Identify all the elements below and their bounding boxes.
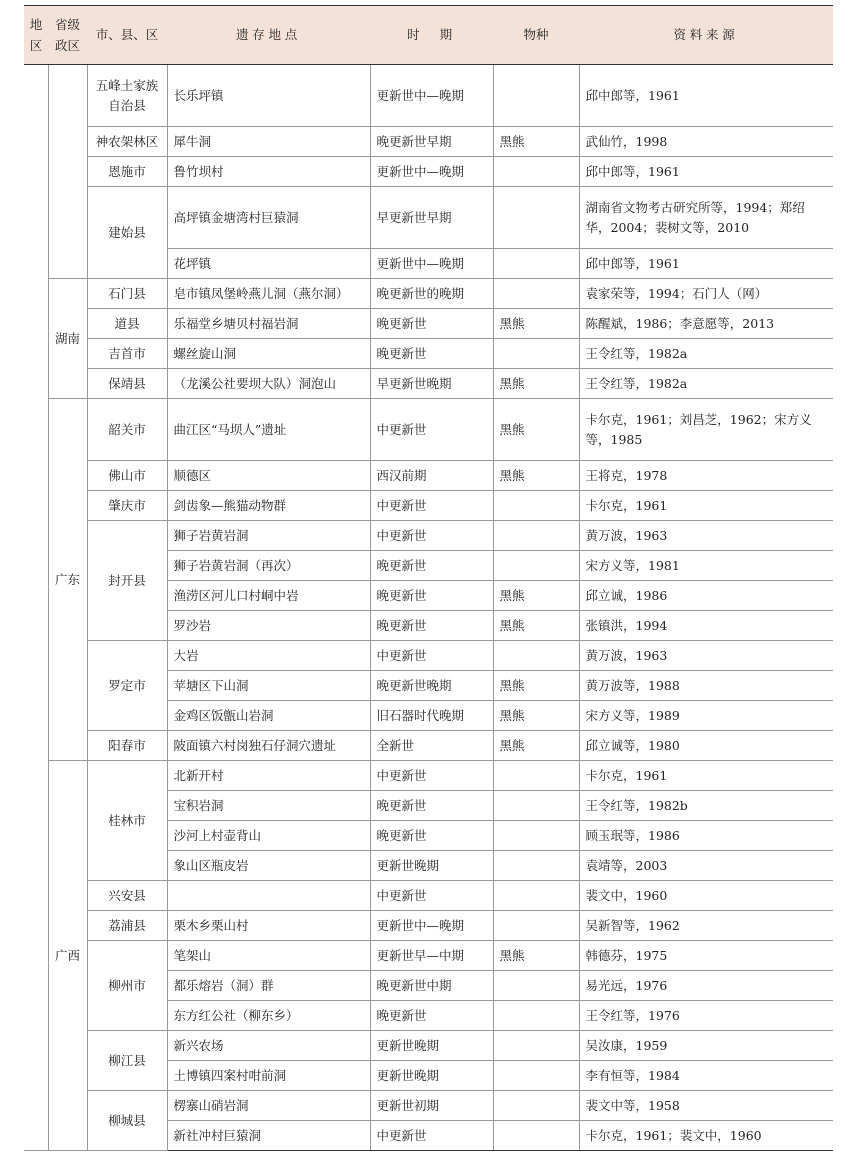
species-cell xyxy=(493,791,579,821)
species-cell xyxy=(493,65,579,127)
county-name: 柳江县 xyxy=(108,1052,146,1068)
site-cell: 剑齿象—熊猫动物群 xyxy=(167,491,370,521)
species-cell: 黑熊 xyxy=(493,701,579,731)
site-cell: 东方红公社（柳东乡） xyxy=(167,1001,370,1031)
table-row xyxy=(24,187,833,249)
site-cell: 花坪镇 xyxy=(167,249,370,279)
source-cell: 王令红等，1982b xyxy=(579,791,833,821)
province-name: 湖南 xyxy=(54,330,80,346)
species-cell: 黑熊 xyxy=(493,309,579,339)
source-cell: 卡尔克，1961；裴文中，1960 xyxy=(579,1121,833,1151)
site-cell: 土博镇四案村咁前洞 xyxy=(167,1061,370,1091)
species-cell xyxy=(493,521,579,551)
table-row xyxy=(24,1091,833,1121)
source-cell: 湖南省文物考古研究所等，1994；郑绍华，2004；裴树文等，2010 xyxy=(579,187,833,249)
period-cell: 更新世中—晚期 xyxy=(370,249,493,279)
county-cell xyxy=(87,881,167,911)
source-cell: 裴文中，1960 xyxy=(579,881,833,911)
period-cell: 全新世 xyxy=(370,731,493,761)
county-name: 吉首市 xyxy=(108,345,146,361)
species-cell xyxy=(493,881,579,911)
county-name: 封开县 xyxy=(108,572,146,588)
province-cell xyxy=(48,65,87,279)
province-cell xyxy=(48,279,87,399)
site-cell: 长乐坪镇 xyxy=(167,65,370,127)
county-name: 建始县 xyxy=(108,224,146,240)
table-row xyxy=(24,157,833,187)
source-cell: 顾玉珉等，1986 xyxy=(579,821,833,851)
table-row xyxy=(24,521,833,551)
period-cell: 晚更新世 xyxy=(370,821,493,851)
table-row xyxy=(24,399,833,461)
period-cell: 西汉前期 xyxy=(370,461,493,491)
site-cell: 都乐熔岩（洞）群 xyxy=(167,971,370,1001)
county-cell xyxy=(87,187,167,279)
county-name: 恩施市 xyxy=(108,163,146,179)
table-row xyxy=(24,309,833,339)
site-cell: 狮子岩黄岩洞（再次） xyxy=(167,551,370,581)
table-row xyxy=(24,461,833,491)
table-row xyxy=(24,491,833,521)
period-cell: 中更新世 xyxy=(370,521,493,551)
source-cell: 王令红等，1976 xyxy=(579,1001,833,1031)
source-cell: 李有恒等，1984 xyxy=(579,1061,833,1091)
header-species: 物种 xyxy=(493,6,579,65)
period-cell: 更新世早—中期 xyxy=(370,941,493,971)
site-cell: 皂市镇凤堡岭燕儿洞（燕尔洞） xyxy=(167,279,370,309)
fossil-sites-table xyxy=(24,5,833,1151)
source-cell: 卡尔克，1961 xyxy=(579,491,833,521)
header-source: 资料来源 xyxy=(579,6,833,65)
table-row xyxy=(24,369,833,399)
county-cell xyxy=(87,761,167,881)
species-cell: 黑熊 xyxy=(493,369,579,399)
county-cell xyxy=(87,521,167,641)
site-cell: 新社冲村巨猿洞 xyxy=(167,1121,370,1151)
period-cell: 更新世晚期 xyxy=(370,1061,493,1091)
county-cell xyxy=(87,1091,167,1151)
period-cell: 旧石器时代晚期 xyxy=(370,701,493,731)
species-cell xyxy=(493,551,579,581)
site-cell: 曲江区“马坝人”遗址 xyxy=(167,399,370,461)
species-cell: 黑熊 xyxy=(493,127,579,157)
species-cell xyxy=(493,971,579,1001)
species-cell xyxy=(493,1031,579,1061)
table-body xyxy=(24,65,833,1151)
site-cell: 宝积岩洞 xyxy=(167,791,370,821)
site-cell: 渔涝区河儿口村峒中岩 xyxy=(167,581,370,611)
county-cell xyxy=(87,731,167,761)
site-cell: 象山区瓶皮岩 xyxy=(167,851,370,881)
county-name: 荔浦县 xyxy=(108,917,146,933)
species-cell: 黑熊 xyxy=(493,461,579,491)
county-name: 阳春市 xyxy=(108,737,146,753)
period-cell: 更新世中—晚期 xyxy=(370,157,493,187)
source-cell: 邱中郎等，1961 xyxy=(579,249,833,279)
species-cell xyxy=(493,491,579,521)
source-cell: 王令红等，1982a xyxy=(579,339,833,369)
table-row xyxy=(24,279,833,309)
species-cell xyxy=(493,1061,579,1091)
table-row xyxy=(24,65,833,127)
province-name: 广东 xyxy=(54,571,80,587)
species-cell xyxy=(493,249,579,279)
county-cell xyxy=(87,157,167,187)
source-cell: 黄万波等，1988 xyxy=(579,671,833,701)
county-cell xyxy=(87,127,167,157)
header-region: 地 区 xyxy=(24,6,48,65)
source-cell: 邱中郎等，1961 xyxy=(579,157,833,187)
site-cell: 陂面镇六村岗独石仔洞穴遗址 xyxy=(167,731,370,761)
table-row xyxy=(24,641,833,671)
species-cell xyxy=(493,187,579,249)
site-cell: 狮子岩黄岩洞 xyxy=(167,521,370,551)
site-cell: （龙溪公社要坝大队）洞泡山 xyxy=(167,369,370,399)
period-cell: 更新世初期 xyxy=(370,1091,493,1121)
header-period: 时 期 xyxy=(370,6,493,65)
county-cell xyxy=(87,65,167,127)
site-cell: 沙河上村壶背山 xyxy=(167,821,370,851)
county-cell xyxy=(87,369,167,399)
site-cell: 顺德区 xyxy=(167,461,370,491)
period-cell: 晚更新世的晚期 xyxy=(370,279,493,309)
source-cell: 袁家荣等，1994；石门人（网） xyxy=(579,279,833,309)
species-cell xyxy=(493,851,579,881)
county-cell xyxy=(87,279,167,309)
county-name: 五峰土家族 xyxy=(95,77,159,93)
source-cell: 吴汝康，1959 xyxy=(579,1031,833,1061)
province-cell xyxy=(48,761,87,1151)
table-row xyxy=(24,941,833,971)
site-cell: 鲁竹坝村 xyxy=(167,157,370,187)
header-province: 省级 政区 xyxy=(48,6,87,65)
source-cell: 卡尔克，1961 xyxy=(579,761,833,791)
county-cell xyxy=(87,1031,167,1091)
site-cell: 罗沙岩 xyxy=(167,611,370,641)
header-site: 遗存地点 xyxy=(167,6,370,65)
species-cell: 黑熊 xyxy=(493,581,579,611)
county-name: 自治县 xyxy=(108,97,146,113)
source-cell: 黄万波，1963 xyxy=(579,521,833,551)
period-cell: 中更新世 xyxy=(370,491,493,521)
site-cell: 螺丝旋山洞 xyxy=(167,339,370,369)
source-cell: 邱中郎等，1961 xyxy=(579,65,833,127)
table-header-row xyxy=(24,6,833,65)
period-cell: 晚更新世 xyxy=(370,1001,493,1031)
period-cell: 晚更新世早期 xyxy=(370,127,493,157)
period-cell: 晚更新世中期 xyxy=(370,971,493,1001)
source-cell: 韩德芬，1975 xyxy=(579,941,833,971)
source-cell: 黄万波，1963 xyxy=(579,641,833,671)
site-cell: 栗木乡栗山村 xyxy=(167,911,370,941)
county-name: 桂林市 xyxy=(108,812,146,828)
source-cell: 卡尔克，1961；刘昌芝，1962；宋方义等，1985 xyxy=(579,399,833,461)
species-cell xyxy=(493,1091,579,1121)
period-cell: 晚更新世晚期 xyxy=(370,671,493,701)
source-cell: 吴新智等，1962 xyxy=(579,911,833,941)
source-cell: 宋方义等，1989 xyxy=(579,701,833,731)
species-cell xyxy=(493,821,579,851)
table-row xyxy=(24,761,833,791)
table-row xyxy=(24,339,833,369)
period-cell: 中更新世 xyxy=(370,399,493,461)
county-name: 神农架林区 xyxy=(95,133,159,149)
county-name: 石门县 xyxy=(108,285,146,301)
county-cell xyxy=(87,461,167,491)
table-row xyxy=(24,127,833,157)
species-cell: 黑熊 xyxy=(493,671,579,701)
county-name: 保靖县 xyxy=(108,375,146,391)
period-cell: 晚更新世 xyxy=(370,309,493,339)
species-cell: 黑熊 xyxy=(493,611,579,641)
period-cell: 更新世中—晚期 xyxy=(370,65,493,127)
county-name: 罗定市 xyxy=(108,677,146,693)
site-cell: 新兴农场 xyxy=(167,1031,370,1061)
site-cell: 大岩 xyxy=(167,641,370,671)
province-name: 广西 xyxy=(54,947,80,963)
source-cell: 武仙竹，1998 xyxy=(579,127,833,157)
species-cell: 黑熊 xyxy=(493,731,579,761)
county-name: 兴安县 xyxy=(108,887,146,903)
county-cell xyxy=(87,911,167,941)
header-county: 市、县、区 xyxy=(87,6,167,65)
species-cell: 黑熊 xyxy=(493,399,579,461)
county-cell xyxy=(87,339,167,369)
period-cell: 早更新世晚期 xyxy=(370,369,493,399)
site-cell: 乐福堂乡塘贝村福岩洞 xyxy=(167,309,370,339)
county-cell xyxy=(87,941,167,1031)
source-cell: 王将克，1978 xyxy=(579,461,833,491)
species-cell xyxy=(493,1121,579,1151)
species-cell xyxy=(493,339,579,369)
species-cell xyxy=(493,911,579,941)
source-cell: 袁靖等，2003 xyxy=(579,851,833,881)
period-cell: 晚更新世 xyxy=(370,791,493,821)
county-cell xyxy=(87,491,167,521)
county-cell xyxy=(87,399,167,461)
period-cell: 晚更新世 xyxy=(370,551,493,581)
species-cell xyxy=(493,279,579,309)
document-page xyxy=(24,5,833,1151)
period-cell: 早更新世早期 xyxy=(370,187,493,249)
period-cell: 更新世晚期 xyxy=(370,1031,493,1061)
period-cell: 中更新世 xyxy=(370,761,493,791)
source-cell: 裴文中等，1958 xyxy=(579,1091,833,1121)
species-cell xyxy=(493,1001,579,1031)
species-cell xyxy=(493,761,579,791)
period-cell: 中更新世 xyxy=(370,1121,493,1151)
source-cell: 邱立诚等，1980 xyxy=(579,731,833,761)
county-name: 道县 xyxy=(114,315,140,331)
region-cell xyxy=(24,65,48,1151)
table-row xyxy=(24,911,833,941)
site-cell: 笔架山 xyxy=(167,941,370,971)
source-cell: 宋方义等，1981 xyxy=(579,551,833,581)
table-row xyxy=(24,1031,833,1061)
species-cell xyxy=(493,157,579,187)
period-cell: 更新世中—晚期 xyxy=(370,911,493,941)
county-cell xyxy=(87,641,167,731)
county-name: 柳城县 xyxy=(108,1112,146,1128)
period-cell: 中更新世 xyxy=(370,641,493,671)
period-cell: 晚更新世 xyxy=(370,581,493,611)
site-cell: 楞寨山硝岩洞 xyxy=(167,1091,370,1121)
source-cell: 张镇洪，1994 xyxy=(579,611,833,641)
source-cell: 陈醒斌，1986；李意愿等，2013 xyxy=(579,309,833,339)
period-cell: 中更新世 xyxy=(370,881,493,911)
period-cell: 晚更新世 xyxy=(370,611,493,641)
site-cell: 犀牛洞 xyxy=(167,127,370,157)
source-cell: 易光远，1976 xyxy=(579,971,833,1001)
province-cell xyxy=(48,399,87,761)
county-name: 佛山市 xyxy=(108,467,146,483)
county-name: 韶关市 xyxy=(108,421,146,437)
site-cell: 高坪镇金塘湾村巨猿洞 xyxy=(167,187,370,249)
source-cell: 王令红等，1982a xyxy=(579,369,833,399)
county-cell xyxy=(87,309,167,339)
source-cell: 邱立诚，1986 xyxy=(579,581,833,611)
site-cell: 北新开村 xyxy=(167,761,370,791)
site-cell xyxy=(167,881,370,911)
site-cell: 金鸡区饭甑山岩洞 xyxy=(167,701,370,731)
period-cell: 更新世晚期 xyxy=(370,851,493,881)
period-cell: 晚更新世 xyxy=(370,339,493,369)
site-cell: 苹塘区下山洞 xyxy=(167,671,370,701)
county-name: 肇庆市 xyxy=(108,497,146,513)
species-cell xyxy=(493,641,579,671)
table-row xyxy=(24,881,833,911)
table-row xyxy=(24,731,833,761)
species-cell: 黑熊 xyxy=(493,941,579,971)
county-name: 柳州市 xyxy=(108,977,146,993)
